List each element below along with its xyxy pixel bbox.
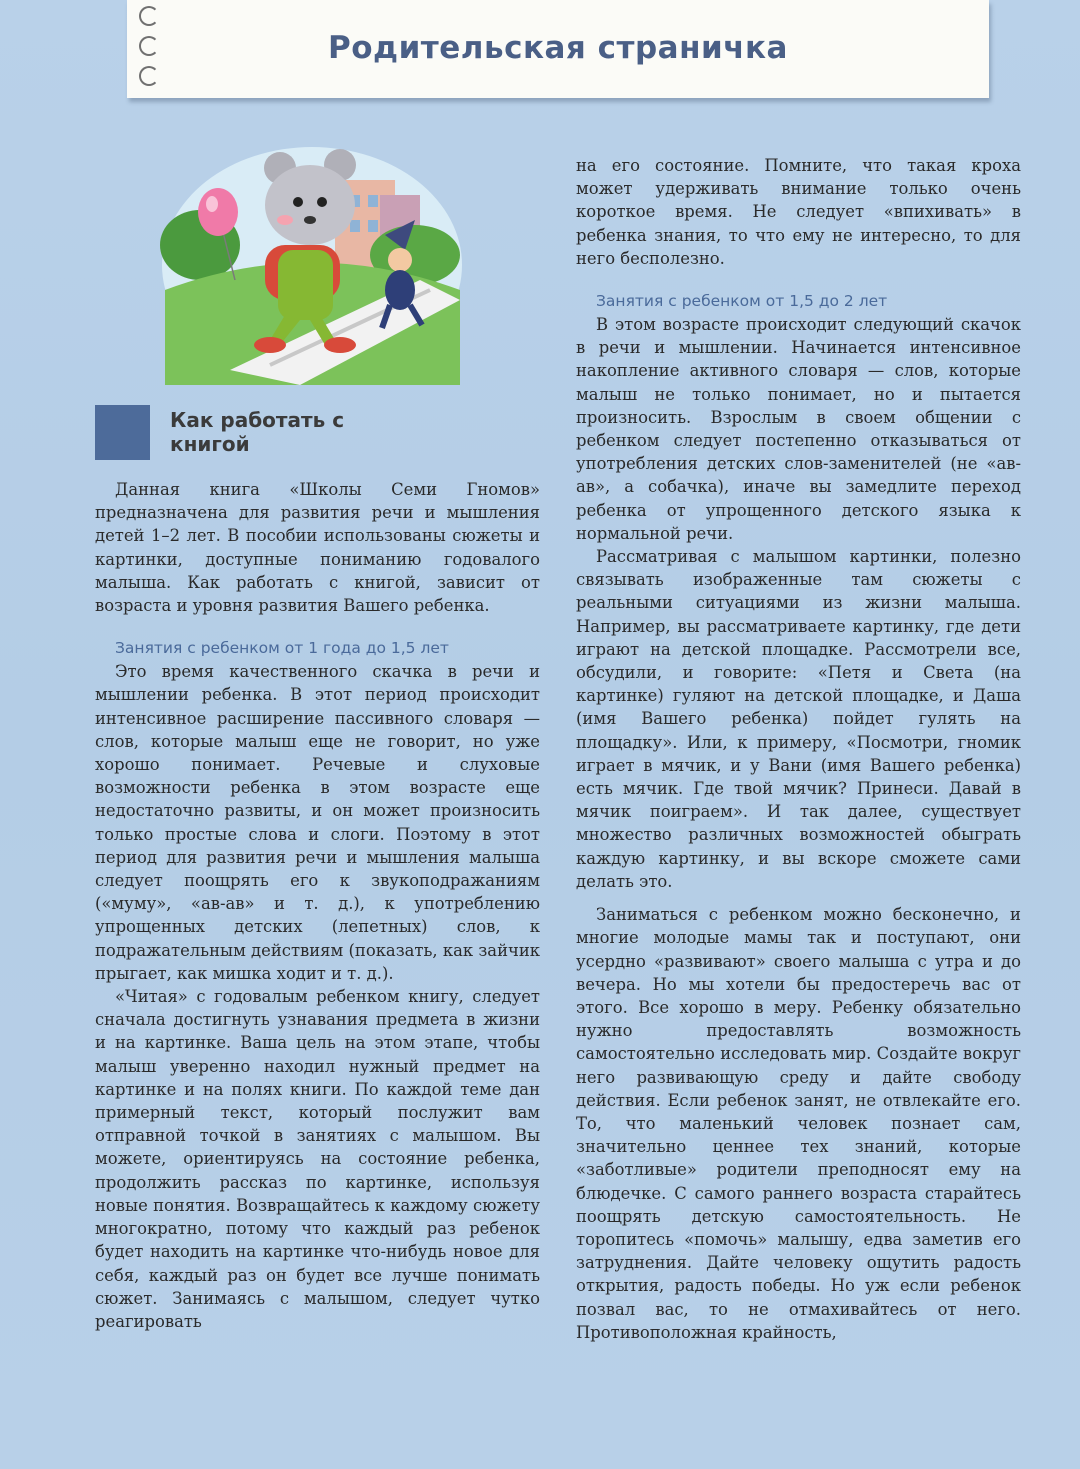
section-marker-square	[95, 405, 150, 460]
paragraph: Рассматривая с малышом картинки, полезно связывать изображенные там сюжеты с реальными ситуациями из жизни малыша. Например, вы рассматриваете картинку, где дети играют на детской площадке. Рассмотрели все, обсудили, и говорите: «Петя и Света (на картинке) гуляют на детской площадке, и Даша (имя Вашего ребенка) пойдет гулять на площадку». Или, к примеру, «Посмотри, гномик играет в мячик, и у Вани (имя Вашего ребенка) есть мячик. Где твой мячик? Принеси. Давай в мячик поиграем». И так далее, существует множество различных возможностей обыграть каждую картинку, и вы вскоре сможете сами делать это.	[576, 547, 1021, 891]
mouse-and-gnome-illustration	[160, 140, 465, 385]
section-title: Как работать с книгой	[170, 408, 345, 456]
paragraph: Это время качественного скачка в речи и мышлении ребенка. В этот период происходит интенсивное расширение пассивного словаря — слов, которые малыш еще не говорит, но уже хорошо понимает. Речевые и слуховые возможности ребенка в этом возрасте еще недостаточно развиты, и он может произносить только простые слова и слоги. Поэтому в этот период для развития речи и мышления малыша следует поощрять его к звукоподражаниям («муму», «ав-ав» и т. д.), к употреблению упрощенных детских (лепетных) слов, к подражательным действиям (показать, как зайчик прыгает, как мишка ходит и т. д.).	[95, 662, 540, 983]
paragraph: Заниматься с ребенком можно бесконечно, и многие молодые мамы так и поступают, они усердно «развивают» своего малыша с утра и до вечера. Но мы хотели бы предостеречь вас от этого. Все хорошо в меру. Ребенку обязательно нужно предоставлять возможность самостоятельно исследовать мир. Создайте вокруг него развивающую среду и дайте свободу действия. Если ребенок занят, не отвлекайте его. То, что маленький человек познает сам, значительно ценнее тех знаний, которые «заботливые» родители преподносят ему на блюдечке. С самого раннего возраста старайтесь поощрять детскую самостоятельность. Не торопитесь «помочь» малышу, едва заметив его затруднения. Дайте человеку ощутить радость открытия, радость победы. Но уж если ребенок позвал вас, то не отмахивайтесь от него. Противоположная крайность,	[576, 905, 1021, 1342]
paragraph: на его состояние. Помните, что такая кроха может удерживать внимание только очень короткое время. Не следует «впихивать» в ребенка знания, то что ему не интересно, то для него бесполезно.	[576, 156, 1021, 268]
subheading: Занятия с ребенком от 1 года до 1,5 лет	[115, 639, 449, 658]
paragraph: Данная книга «Школы Семи Гномов» предназначена для развития речи и мышления детей 1–2 лет. В пособии использованы сюжеты и картинки, доступные пониманию годовалого малыша. Как работать с книгой, зависит от возраста и уровня развития Вашего ребенка.	[95, 480, 540, 616]
binder-ring-icon	[139, 6, 159, 26]
binder-ring-icon	[139, 66, 159, 86]
paragraph: В этом возрасте происходит следующий скачок в речи и мышлении. Начинается интенсивное накопление активного словаря — слов, которые малыш не только понимает, но и пытается произносить. Взрослым в своем общении с ребенком следует постепенно отказываться от употребления детских слов-заменителей (не «ав-ав», а собачка), иначе вы замедлите переход ребенка от упрощенного детского языка к нормальной речи.	[576, 315, 1021, 543]
left-column	[95, 478, 540, 1333]
header-card	[127, 0, 989, 98]
right-column	[576, 154, 1021, 1344]
paragraph: «Читая» с годовалым ребенком книгу, следует сначала достигнуть узнавания предмета в жизни и на картинке. Ваша цель на этом этапе, чтобы малыш уверенно находил нужный предмет на картинке и на полях книги. По каждой теме дан примерный текст, который послужит вам отправной точкой в занятиях с малышом. Вы можете, ориентируясь на состояние ребенка, продолжить рассказ по картинке, используя новые понятия. Возвращайтесь к каждому сюжету многократно, потому что каждый раз ребенок будет находить на картинке что-нибудь новое для себя, каждый раз он будет все лучше понимать сюжет. Занимаясь с малышом, следует чутко реагировать	[95, 987, 540, 1331]
page-title: Родительская страничка	[328, 30, 788, 66]
subheading: Занятия с ребенком от 1,5 до 2 лет	[596, 292, 888, 311]
